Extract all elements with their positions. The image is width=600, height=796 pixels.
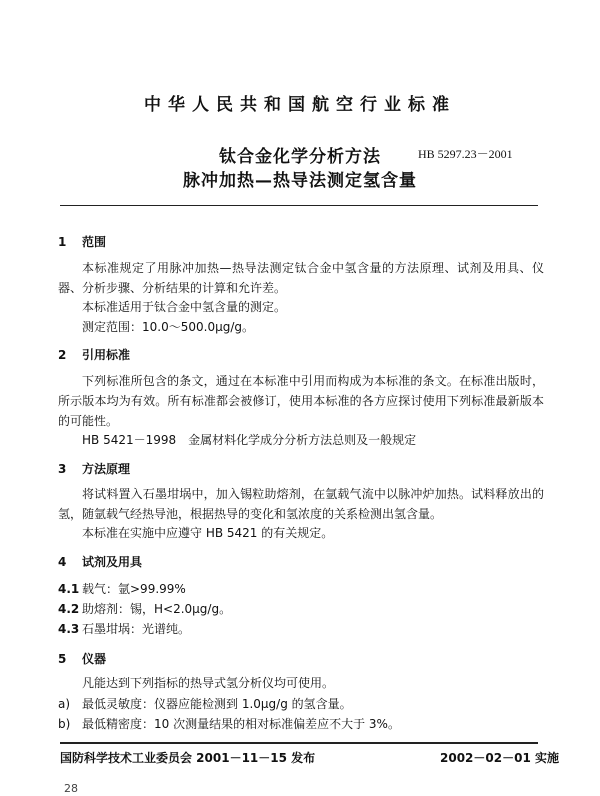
section-1-title: 范围 xyxy=(82,235,107,249)
reagent-item-text: 石墨坩埚：光谱纯。 xyxy=(82,622,191,636)
document-title-line1: 钛合金化学分析方法 xyxy=(219,147,381,167)
section-1-paragraph: 本标准规定了用脉冲加热—热导法测定钛合金中氢含量的方法原理、试剂及用具、仪器、分析步骤、分析结果的计算和允许差。 xyxy=(58,261,544,295)
implementation-statement: 2002－02－01 实施 xyxy=(440,751,559,765)
section-5-heading xyxy=(58,650,106,667)
standard-number: HB 5297.23－2001 xyxy=(418,147,513,161)
reagent-item-text: 载气：氩>99.99% xyxy=(82,582,186,596)
footer-divider xyxy=(60,742,538,744)
instrument-item xyxy=(58,695,352,712)
section-1-range: 测定范围：10.0～500.0μg/g。 xyxy=(82,320,254,334)
page-number: 28 xyxy=(64,782,78,795)
section-2-paragraph: 下列标准所包含的条文，通过在本标准中引用而构成为本标准的条文。在标准出版时，所示版本均为有效。所有标准都会被修订，使用本标准的各方应探讨使用下列标准最新版本的可能性。 xyxy=(58,374,544,428)
section-3-title: 方法原理 xyxy=(82,462,131,476)
instrument-item-label: b) xyxy=(58,717,71,731)
section-3-compliance: 本标准在实施中应遵守 HB 5421 的有关规定。 xyxy=(82,526,334,540)
organization-title: 中华人民共和国航空行业标准 xyxy=(144,95,456,115)
reagent-item-text: 助熔剂：锡，H<2.0μg/g。 xyxy=(82,602,232,616)
section-3-number: 3 xyxy=(58,462,67,476)
section-2-reference: HB 5421－1998 金属材料化学成分分析方法总则及一般规定 xyxy=(82,433,417,447)
instrument-item xyxy=(58,715,400,732)
section-5-intro: 凡能达到下列指标的热导式氢分析仪均可使用。 xyxy=(82,676,335,690)
document-title-line2: 脉冲加热—热导法测定氢含量 xyxy=(183,171,417,191)
section-4-heading xyxy=(58,553,142,570)
section-3-heading xyxy=(58,460,130,477)
reagent-item xyxy=(58,580,186,597)
section-2-number: 2 xyxy=(58,348,67,362)
reagent-item xyxy=(58,600,231,617)
header-divider xyxy=(60,205,538,206)
reagent-item-number: 4.3 xyxy=(58,622,80,636)
section-4-number: 4 xyxy=(58,555,67,569)
reagent-item-number: 4.2 xyxy=(58,602,80,616)
instrument-item-text: 最低灵敏度：仪器应能检测到 1.0μg/g 的氢含量。 xyxy=(82,697,352,711)
section-4-title: 试剂及用具 xyxy=(82,555,143,569)
section-1-heading xyxy=(58,233,106,250)
reagent-item-number: 4.1 xyxy=(58,582,80,596)
instrument-item-label: a) xyxy=(58,697,71,711)
issue-statement: 国防科学技术工业委员会 2001－11－15 发布 xyxy=(60,751,316,765)
reagent-item xyxy=(58,620,190,637)
section-5-title: 仪器 xyxy=(82,652,107,666)
section-3-paragraph: 将试料置入石墨坩埚中，加入锡粒助熔剂，在氩载气流中以脉冲炉加热。试料释放出的氢，随氩载气经热导池，根据热导的变化和氢浓度的关系检测出氢含量。 xyxy=(58,487,544,521)
instrument-item-text: 最低精密度：10 次测量结果的相对标准偏差应不大于 3%。 xyxy=(82,717,400,731)
section-1-applicability: 本标准适用于钛合金中氢含量的测定。 xyxy=(82,300,287,314)
section-5-number: 5 xyxy=(58,652,67,666)
section-1-number: 1 xyxy=(58,235,67,249)
section-2-title: 引用标准 xyxy=(82,348,131,362)
section-2-heading xyxy=(58,346,130,363)
